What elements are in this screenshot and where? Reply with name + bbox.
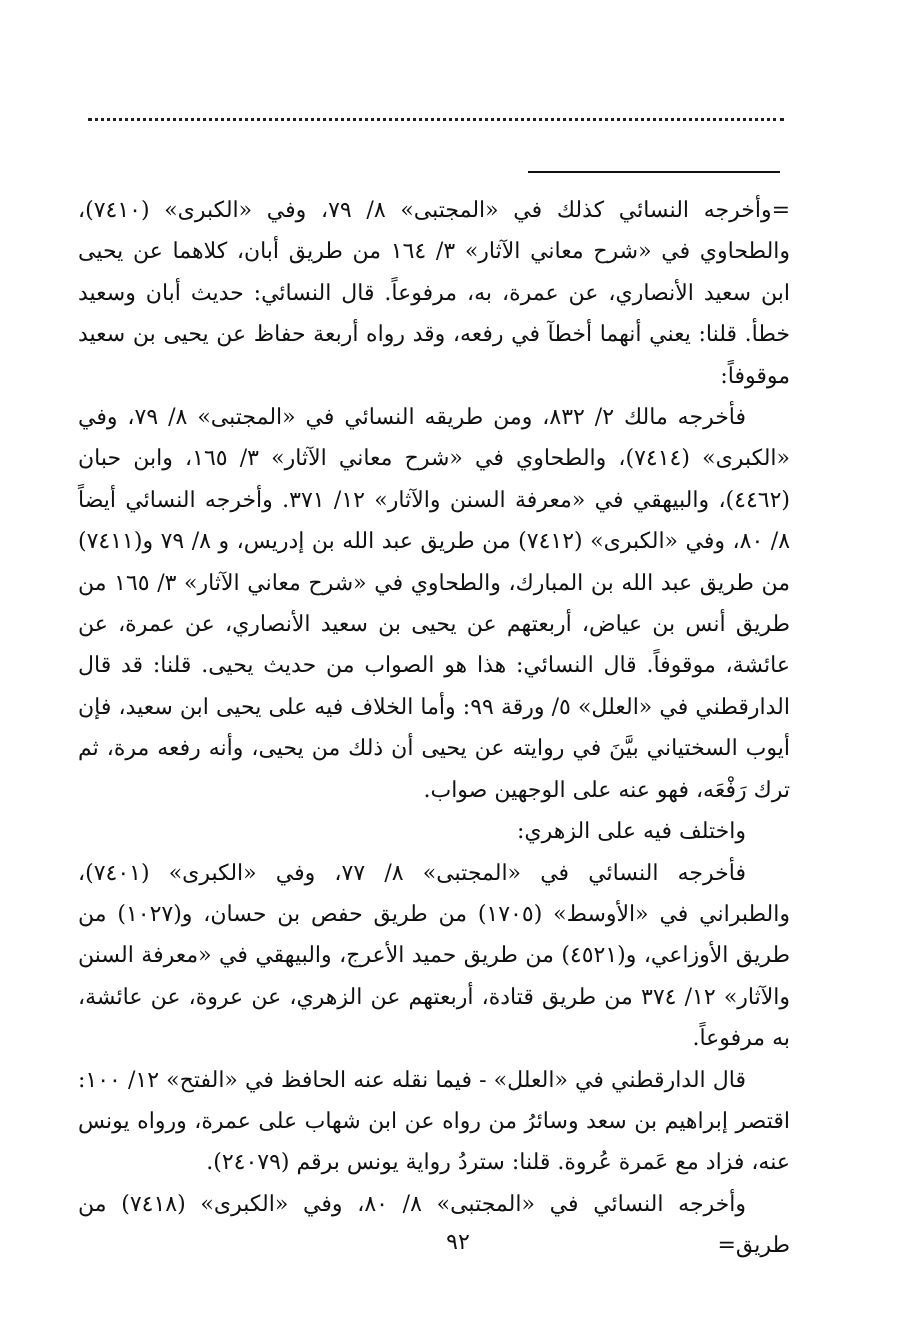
dotted-separator bbox=[88, 118, 784, 121]
paragraph-6: وأخرجه النسائي في «المجتبى» ٨/ ٨٠، وفي «الكبرى» (٧٤١٨) من طريق= bbox=[78, 1191, 790, 1259]
footnote-rule bbox=[528, 171, 780, 173]
footnote-text bbox=[78, 190, 790, 1267]
paragraph-4: فأخرجه النسائي في «المجتبى» ٨/ ٧٧، وفي «الكبرى» (٧٤٠١)، والطبراني في «الأوسط» (١٧٠٥) من طريق حفص بن حسان، و(١٠٢٧) من طريق الأوزاعي، و(٤٥٢١) من طريق حميد الأعرج، والبيهقي في «معرفة السنن والآثار» ١٢/ ٣٧٤ من طريق قتادة، أربعتهم عن الزهري، عن عروة، عن عائشة، به مرفوعاً. bbox=[78, 860, 791, 1052]
paragraph-3: واختلف فيه على الزهري: bbox=[516, 819, 746, 845]
paragraph-5: قال الدارقطني في «العلل» - فيما نقله عنه الحافظ في «الفتح» ١٢/ ١٠٠: اقتصر إبراهيم بن سعد وسائرُ من رواه عن ابن شهاب على عمرة، ورواه يونس عنه، فزاد مع عَمرة عُروة. قلنا: ستردُ رواية يونس برقم (٢٤٠٧٩). bbox=[78, 1067, 790, 1176]
page-number: ٩٢ bbox=[446, 1230, 470, 1255]
paragraph-1: =وأخرجه النسائي كذلك في «المجتبى» ٨/ ٧٩، وفي «الكبرى» (٧٤١٠)، والطحاوي في «شرح معاني الآثار» ٣/ ١٦٤ من طريق أبان، كلاهما عن يحيى ابن سعيد الأنصاري، عن عمرة، به، مرفوعاً. قال النسائي: حديث أبان وسعيد خطأ. قلنا: يعني أنهما أخطآ في رفعه، وقد رواه أربعة حفاظ عن يحيى بن سعيد موقوفاً: bbox=[78, 198, 791, 389]
paragraph-2: فأخرجه مالك ٢/ ٨٣٢، ومن طريقه النسائي في «المجتبى» ٨/ ٧٩، وفي «الكبرى» (٧٤١٤)، والطحاوي في «شرح معاني الآثار» ٣/ ١٦٥، وابن حبان (٤٤٦٢)، والبيهقي في «معرفة السنن والآثار» ١٢/ ٣٧١. وأخرجه النسائي أيضاً ٨/ ٨٠، وفي «الكبرى» (٧٤١٢) من طريق عبد الله بن إدريس، و ٨/ ٧٩ و(٧٤١١) من طريق عبد الله بن المبارك، والطحاوي في «شرح معاني الآثار» ٣/ ١٦٥ من طريق أنس بن عياض، أربعتهم عن يحيى بن سعيد الأنصاري، عن عمرة، عن عائشة، موقوفاً. قال النسائي: هذا هو الصواب من حديث يحيى. قلنا: قد قال الدارقطني في «العلل» ٥/ ورقة ٩٩: وأما الخلاف فيه على يحيى ابن سعيد، فإن أيوب السختياني بيَّنَ في روايته عن يحيى أن ذلك من يحيى، وأنه رفعه مرة، ثم ترك رَفْعَه، فهو عنه على الوجهين صواب. bbox=[78, 405, 791, 803]
